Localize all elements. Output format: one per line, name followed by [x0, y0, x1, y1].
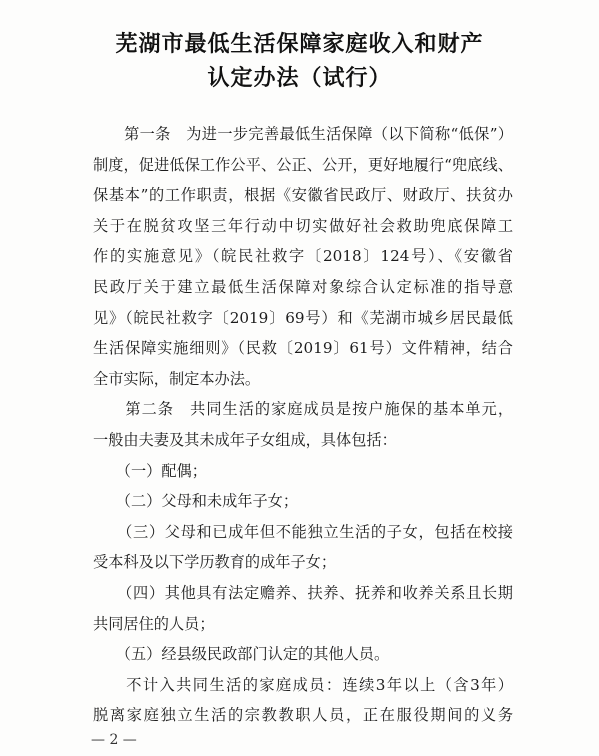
document-title-line-2: 认定办法（试行）	[207, 66, 392, 91]
body-line: 制度，促进低保工作公平、公正、公开，更好地履行“兜底线、	[93, 155, 513, 174]
body-line: （三）父母和已成年但不能独立生活的子女，包括在校接	[93, 522, 513, 541]
body-line: 不计入共同生活的家庭成员：连续3年以上（含3年）	[93, 675, 513, 694]
body-line: 共同居住的人员；	[93, 614, 215, 633]
body-line: 全市实际，制定本办法。	[93, 369, 261, 388]
body-line: 保基本”的工作职责，根据《安徽省民政厅、财政厅、扶贫办	[93, 186, 513, 205]
document-body	[93, 119, 513, 731]
body-line: 生活保障实施细则》（民救〔2019〕61号）文件精神，结合	[93, 339, 513, 358]
body-line: 第二条 共同生活的家庭成员是按户施保的基本单元，	[93, 400, 513, 419]
body-line: 关于在脱贫攻坚三年行动中切实做好社会救助兜底保障工	[93, 216, 513, 235]
body-line: 受本科及以下学历教育的成年子女；	[93, 553, 336, 572]
document-title-line-1: 芜湖市最低生活保障家庭收入和财产	[115, 32, 484, 57]
page-number: — 2 —	[91, 732, 137, 748]
body-line: 一般由夫妻及其未成年子女组成，具体包括：	[93, 430, 397, 449]
body-line: 脱离家庭独立生活的宗教教职人员，正在服役期间的义务	[93, 706, 513, 725]
body-line: （四）其他具有法定赡养、扶养、抚养和收养关系且长期	[93, 583, 513, 602]
body-line: 民政厅关于建立最低生活保障对象综合认定标准的指导意	[93, 277, 513, 296]
body-line: （五）经县级民政部门认定的其他人员。	[93, 645, 390, 664]
body-line: 作的实施意见》（皖民社救字〔2018〕124号）、《安徽省	[93, 247, 513, 266]
body-line: （二）父母和未成年子女；	[93, 492, 299, 511]
body-line: （一）配偶；	[93, 461, 207, 480]
body-line: 见》（皖民社救字〔2019〕69号）和《芜湖市城乡居民最低	[93, 308, 513, 327]
body-line: 第一条 为进一步完善最低生活保障（以下简称“低保”）	[93, 125, 513, 143]
